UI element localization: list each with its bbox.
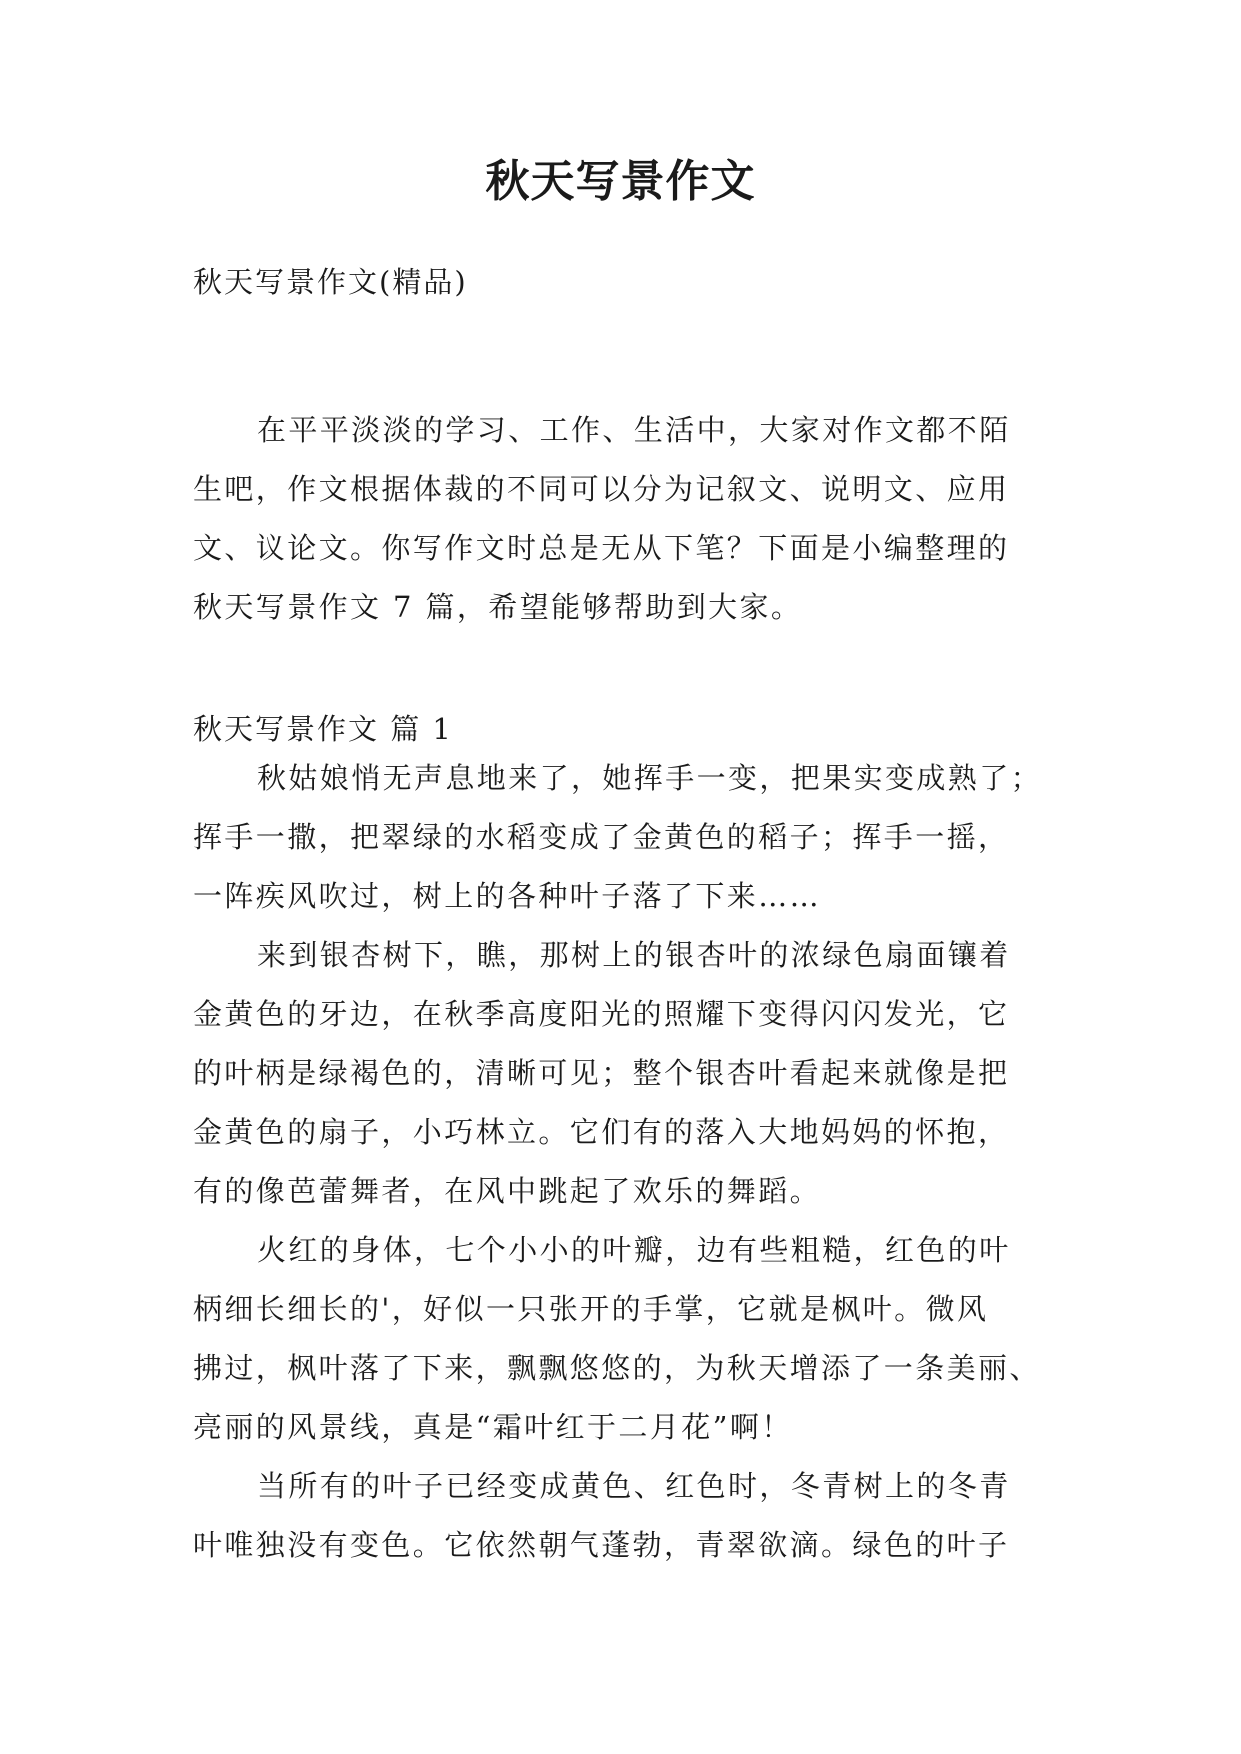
section-heading: 秋天写景作文 篇 1 [193, 712, 453, 746]
document-subtitle: 秋天写景作文(精品) [193, 265, 468, 299]
body-line: 秋姑娘悄无声息地来了，她挥手一变，把果实变成熟了； [257, 761, 1043, 795]
body-line: 挥手一撒，把翠绿的水稻变成了金黄色的稻子；挥手一摇， [193, 820, 1010, 854]
body-line: 来到银杏树下，瞧，那树上的银杏叶的浓绿色扇面镶着 [257, 938, 1011, 972]
body-line: 叶唯独没有变色。它依然朝气蓬勃，青翠欲滴。绿色的叶子 [193, 1528, 1010, 1562]
body-line: 火红的身体，七个小小的叶瓣，边有些粗糙，红色的叶 [257, 1233, 1011, 1267]
intro-line: 在平平淡淡的学习、工作、生活中，大家对作文都不陌 [257, 413, 1011, 447]
body-line: 有的像芭蕾舞者，在风中跳起了欢乐的舞蹈。 [193, 1174, 822, 1208]
body-line: 金黄色的牙边，在秋季高度阳光的照耀下变得闪闪发光，它 [193, 997, 1010, 1031]
body-line: 金黄色的扇子，小巧林立。它们有的落入大地妈妈的怀抱， [193, 1115, 1010, 1149]
body-line: 柄细长细长的'，好似一只张开的手掌，它就是枫叶。微风 [193, 1292, 989, 1326]
body-line: 的叶柄是绿褐色的，清晰可见；整个银杏叶看起来就像是把 [193, 1056, 1010, 1090]
intro-line: 秋天写景作文 7 篇，希望能够帮助到大家。 [193, 590, 803, 624]
intro-line: 生吧，作文根据体裁的不同可以分为记叙文、说明文、应用 [193, 472, 1010, 506]
body-line: 亮丽的风景线，真是“霜叶红于二月花”啊！ [193, 1410, 793, 1444]
body-line: 拂过，枫叶落了下来，飘飘悠悠的，为秋天增添了一条美丽、 [193, 1351, 1041, 1385]
body-line: 当所有的叶子已经变成黄色、红色时，冬青树上的冬青 [257, 1469, 1011, 1503]
intro-line: 文、议论文。你写作文时总是无从下笔？下面是小编整理的 [193, 531, 1010, 565]
document-title: 秋天写景作文 [485, 156, 756, 207]
body-line: 一阵疾风吹过，树上的各种叶子落了下来…… [193, 879, 822, 913]
